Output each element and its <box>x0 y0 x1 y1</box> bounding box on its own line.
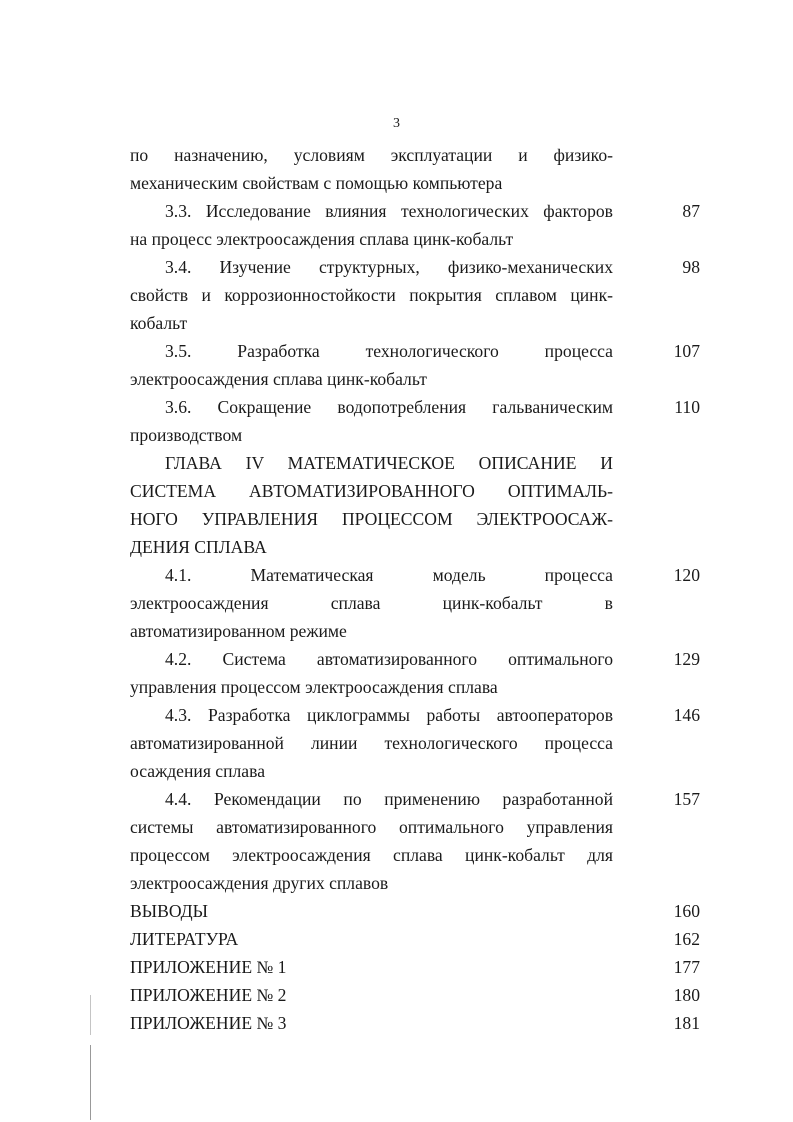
page-number: 3 <box>393 116 400 131</box>
toc-page-number: 120 <box>673 565 700 585</box>
toc-text-line: 4.1. Математическая модель процесса <box>165 565 613 585</box>
toc-text-line: автоматизированной линии технологического процесса <box>130 733 613 753</box>
toc-page-number: 162 <box>673 929 700 949</box>
toc-text-line: на процесс электроосаждения сплава цинк-кобальт <box>130 229 514 249</box>
toc-page-number: 180 <box>673 985 700 1005</box>
scan-artifact-line <box>90 995 91 1035</box>
toc-page-number: 157 <box>673 789 700 809</box>
toc-text-line: 3.5. Разработка технологического процесса <box>165 341 613 361</box>
toc-text-line: свойств и коррозионностойкости покрытия сплавом цинк- <box>130 285 613 305</box>
toc-page-number: 146 <box>673 705 700 725</box>
chapter-heading-line: НОГО УПРАВЛЕНИЯ ПРОЦЕССОМ ЭЛЕКТРООСАЖ- <box>130 509 613 529</box>
toc-page-number: 177 <box>673 957 700 977</box>
toc-text-line: управления процессом электроосаждения сплава <box>130 677 498 697</box>
toc-page-number: 110 <box>674 397 700 417</box>
toc-text-line: процессом электроосаждения сплава цинк-кобальт для <box>130 845 613 865</box>
toc-text-line: ПРИЛОЖЕНИЕ № 3 <box>130 1013 287 1033</box>
toc-text-line: ПРИЛОЖЕНИЕ № 2 <box>130 985 287 1005</box>
toc-page-number: 181 <box>673 1013 700 1033</box>
toc-text-line: ЛИТЕРАТУРА <box>130 929 239 949</box>
toc-text-line: осаждения сплава <box>130 761 266 781</box>
toc-text-line: 3.3. Исследование влияния технологических факторов <box>165 201 613 221</box>
toc-text-line: производством <box>130 425 243 445</box>
toc-text-line: ВЫВОДЫ <box>130 901 208 921</box>
toc-text-line: 4.3. Разработка циклограммы работы автооператоров <box>165 705 613 725</box>
toc-text-line: автоматизированном режиме <box>130 621 347 641</box>
toc-text-line: 3.6. Сокращение водопотребления гальваническим <box>165 397 613 417</box>
toc-text-line: по назначению, условиям эксплуатации и физико- <box>130 145 613 165</box>
chapter-heading-line: СИСТЕМА АВТОМАТИЗИРОВАННОГО ОПТИМАЛЬ- <box>130 481 613 501</box>
toc-text-line: ПРИЛОЖЕНИЕ № 1 <box>130 957 287 977</box>
toc-text-line: механическим свойствам с помощью компьютера <box>130 173 503 193</box>
toc-page-number: 160 <box>673 901 700 921</box>
toc-text-line: электроосаждения сплава цинк-кобальт в <box>130 593 613 613</box>
scan-artifact-line <box>90 1045 91 1120</box>
toc-text-line: 3.4. Изучение структурных, физико-механических <box>165 257 613 277</box>
chapter-heading-line: ГЛАВА IV МАТЕМАТИЧЕСКОЕ ОПИСАНИЕ И <box>165 453 613 473</box>
toc-page-number: 87 <box>682 201 700 221</box>
toc-page-number: 98 <box>682 257 700 277</box>
toc-page-number: 107 <box>673 341 700 361</box>
chapter-heading-line: ДЕНИЯ СПЛАВА <box>130 537 267 557</box>
toc-text-line: системы автоматизированного оптимального управления <box>130 817 613 837</box>
toc-text-line: кобальт <box>130 313 188 333</box>
toc-page-number: 129 <box>673 649 700 669</box>
toc-text-line: 4.2. Система автоматизированного оптимального <box>165 649 613 669</box>
toc-text-line: 4.4. Рекомендации по применению разработанной <box>165 789 613 809</box>
toc-text-line: электроосаждения сплава цинк-кобальт <box>130 369 427 389</box>
toc-text-line: электроосаждения других сплавов <box>130 873 389 893</box>
